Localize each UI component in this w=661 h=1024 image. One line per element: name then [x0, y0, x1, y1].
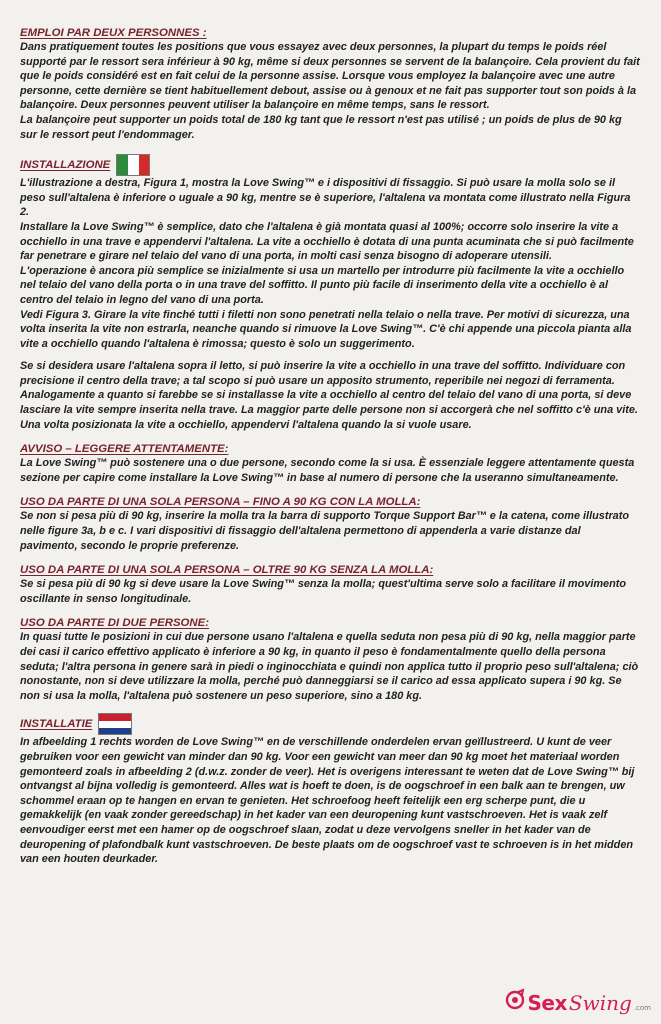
it-paragraph-4: Vedi Figura 3. Girare la vite finché tutti i filetti non sono penetrati nella telaio o nella trave. Per motivi di sicurezza, una volta inserita la vite non estrarla, neanche quando si rimuove la Love Swing™. C'è chi appende una piccola pianta alla vite a occhiello quando l'altalena è rimossa; questo è solo un suggerimento.	[20, 308, 632, 350]
sexswing-logo	[504, 988, 651, 1015]
heading-single-without-spring: USO DA PARTE DI UNA SOLA PERSONA – OLTRE 90 KG SENZA LA MOLLA:	[20, 564, 434, 577]
section-single-with-spring	[20, 495, 641, 553]
heading-installazione-text: INSTALLAZIONE	[20, 159, 111, 172]
avviso-paragraph: La Love Swing™ può sostenere una o due persone, secondo come la si usa. È essenziale leggere attentamente questa sezione per capire come installare la Love Swing™ in base al numero di persone che la useranno simultaneamente.	[20, 457, 635, 484]
logo-swing-text: Swing	[568, 991, 632, 1015]
section-it-installazione	[20, 154, 641, 432]
single-with-spring-paragraph: Se non si pesa più di 90 kg, inserire la molla tra la barra di supporto Torque Support Bar™ e la catena, come illustrato nelle figure 3a, b e c. I vari dispositivi di fissaggio dell'altalena permettono di appenderla a varie distanze dal pavimento, secondo le proprie preferenze.	[20, 510, 630, 552]
section-avviso	[20, 442, 641, 485]
heading-avviso: AVVISO – LEGGERE ATTENTAMENTE:	[20, 443, 229, 456]
heading-two-persons: USO DA PARTE DI DUE PERSONE:	[20, 617, 210, 630]
section-two-persons	[20, 616, 641, 703]
section-single-without-spring	[20, 563, 641, 606]
it-paragraph-3: L'operazione è ancora più semplice se inizialmente si usa un martello per introdurre più facilmente la vite a occhiello nel telaio del vano della porta o in una trave del soffitto. Il punto più facile di inserimento della vite a occhiello è al centro del telaio in legno del vano di una porta.	[20, 264, 625, 306]
nl-paragraph-1: In afbeelding 1 rechts worden de Love Swing™ en de verschillende onderdelen ervan geïllustreerd. U kunt de veer gebruiken voor een gewicht van minder dan 90 kg. Voor een gewicht van meer dan 90 kg moet het materiaal worden gemonteerd zoals in afbeelding 2 (d.w.z. zonder de veer). Het is overigens interessant te weten dat de Love Swing™ bij ontvangst al bijna volledig is gemonteerd. Alles wat is hoeft te doen, is de oogschroef in een balk aan te brengen, uw schommel eraan op te hangen en ervan te genieten. Het schroefoog heeft feitelijk een erg scherpe punt, die u gemakkelijk (en vaak zonder gereedschap) in het kader van een deuropening kunt vastschroeven. Het is vaak zelf eenvoudiger eerst met een hamer op de oogschroef slaan, zodat u deze vervolgens sneller in het kader van de deuropening of plafondbalk kunt vastschroeven. De beste plaats om de oogschroef vast te schroeven is in het midden van een houten deurkader.	[20, 736, 635, 866]
dutch-flag-icon	[98, 713, 132, 735]
logo-sex-text: Sex	[527, 991, 567, 1015]
swing-mark-icon	[504, 988, 526, 1010]
section-fr	[20, 26, 641, 142]
heading-installazione	[20, 154, 641, 176]
heading-fr	[20, 26, 641, 40]
it-paragraph-1: L'illustrazione a destra, Figura 1, mostra la Love Swing™ e i dispositivi di fissaggio. Si può usare la molla solo se il peso sull'altalena è inferiore o uguale a 90 kg, mentre se è superiore, l'altalena va montata come illustrato nella Figura 2.	[20, 177, 631, 219]
fr-paragraph-1: Dans pratiquement toutes les positions que vous essayez avec deux personnes, la plupart du temps le poids réel supporté par le ressort sera inférieur à 90 kg, même si deux personnes se servent de la balançoire. Cela provient du fait que le poids considéré est en fait celui de la personne assise. Lorsque vous employez la balançoire avec une autre personne, cette dernière se tient habituellement debout, assise ou à genoux et ne fait pas supporter tout son poids à la balançoire. Deux personnes peuvent utiliser la balançoire en même temps, sans le ressort.	[20, 41, 640, 112]
section-nl-installatie	[20, 713, 641, 866]
it-paragraph-2: Installare la Love Swing™ è semplice, dato che l'altalena è già montata quasi al 100%; occorre solo inserire la vite a occhiello in una trave e appendervi l'altalena. La vite a occhiello è dotata di una punta acuminata che si può facilmente far penetrare e girare nel telaio del vano di una porta, in molti casi senza bisogno di adoperare utensili.	[20, 220, 634, 263]
it-paragraph-5: Se si desidera usare l'altalena sopra il letto, si può inserire la vite a occhiello in una trave del soffitto. Individuare con precisione il centro della trave; a tal scopo si può usare un apposito strumento, reperibile nei negozi di ferramenta. Analogamente a quanto si farebbe se si installasse la vite a occhiello al centro del telaio del vano di una porta, si deve lasciare la vite sempre inserita nella trave. La maggior parte delle persone non si accorgerà che nel soffitto c'è una vite. Una volta posizionata la vite a occhiello, appendervi l'altalena quando la si vuole usare.	[20, 360, 638, 431]
two-persons-paragraph: In quasi tutte le posizioni in cui due persone usano l'altalena e quella seduta non pesa più di 90 kg, nella maggior parte dei casi il carico effettivo applicato è inferiore a 90 kg, in quanto il peso è fondamentalmente quello della persona seduta; l'altra persona in genere sarà in piedi o inginocchiata e quindi non applica tutto il proprio peso sull'altalena; ciò nonostante, non si deve utilizzare la molla, perché può danneggiarsi se il carico ad essa applicato supera i 90 kg. Se non si usa la molla, l'altalena può sostenere un peso superiore, sino a 180 kg.	[20, 631, 639, 702]
single-without-spring-paragraph: Se si pesa più di 90 kg si deve usare la Love Swing™ senza la molla; quest'ultima serve solo a facilitare il movimento oscillante in senso longitudinale.	[20, 578, 627, 605]
fr-paragraph-2: La balançoire peut supporter un poids total de 180 kg tant que le ressort n'est pas utilisé ; un poids de plus de 90 kg sur le ressort peut l'endommager.	[20, 113, 622, 141]
heading-installatie: INSTALLATIE	[20, 713, 641, 735]
heading-single-with-spring: USO DA PARTE DI UNA SOLA PERSONA – FINO A 90 KG CON LA MOLLA:	[20, 496, 421, 509]
italian-flag-icon	[116, 154, 150, 176]
heading-fr-text: EMPLOI PAR DEUX PERSONNES :	[20, 27, 207, 39]
logo-domain-text: .com	[633, 1004, 651, 1012]
